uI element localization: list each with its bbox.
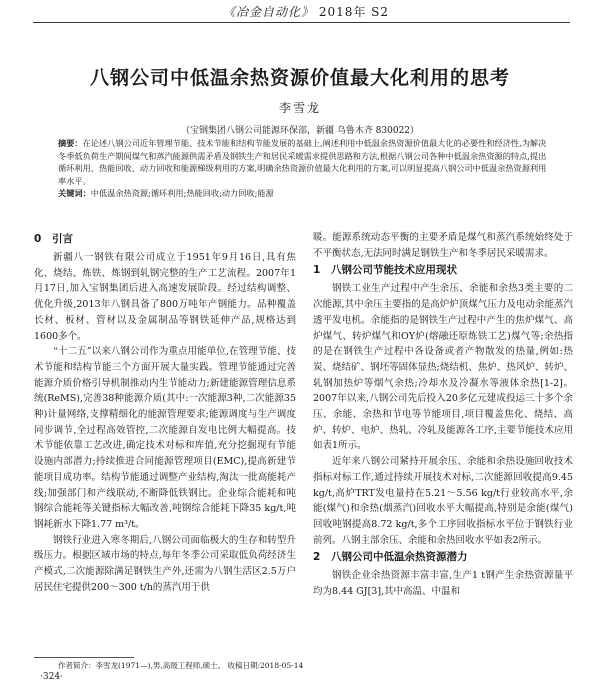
- paragraph: 新疆八一钢铁有限公司成立于1951年9月16日,具有焦化、烧结、炼铁、炼钢到轧钢完整的生产工艺流程。2007年1月17日,加入宝钢集团后进入高速发展阶段。经过结构调整、优化升级,2013年八钢具备了800万吨年产钢能力。品种覆盖长材、板材、管材以及金属制品等钢铁延伸产品,规格达到1600多个。: [34, 252, 296, 342]
- section-title: 八钢公司节能技术应用现状: [331, 264, 457, 277]
- right-column: [313, 230, 573, 600]
- paragraph: 近年来八钢公司紧持开展余压、余能和余热设施回收技术指标对标工作,通过持续开展技术对标,二次能源回收提高9.45 kg/t,高炉TRT发电量持在5.21～5.56 kg/t行业较高水平,余能(煤气)和余热(烟蒸汽)回收水平大幅提高,特别是余能(煤气)回收吨钢提高8.72 kg/t,多个工序回收指标水平位于钢铁行业前列。八钢主部余压、余能和余热回收水平如表2所示。: [313, 456, 573, 546]
- journal-name: 《冶金自动化》: [222, 5, 314, 19]
- keywords-label: 关键词：: [58, 188, 91, 199]
- section-title: 引言: [52, 233, 73, 245]
- section-heading-0: [34, 231, 296, 248]
- page-number: ·324·: [40, 672, 63, 682]
- left-column: [34, 230, 296, 595]
- paragraph: “十二五”以来八钢公司作为重点用能单位,在管理节能、技术节能和结构节能三个方面开展大量实践。管理节能通过完善能源介质价格引导机制推动内生节能动力;新建能源管理信息系统(ReMS),完善38种能源介质(其中:一次能源3种,二次能源35种)计量网络,支撑精细化的能源管理要求;能源调度与生产调度同步调节,全过程高效管控,二次能源自发电比例大幅提高。技术节能依靠工艺改进,确定技术对标和库值,充分挖掘现有节能设施内部潜力;持续推进合同能源管理项目(EMC),提高新建节能项目成功率。结构节能通过调整产业结构,淘汰一批高能耗产线;加强部门和产线联动,不断降低铁钢比。企业综合能耗和吨钢综合能耗等关键指标大幅改善,吨钢综合能耗下降35 kg/t,吨钢耗新水下降1.77 m³/t。: [34, 346, 296, 530]
- keywords: [58, 187, 548, 200]
- footnote: 作者简介：李雪龙(1971—),男,高级工程师,硕士。 收稿日期:2018-05-14: [58, 661, 304, 670]
- footnote-rule: [34, 657, 134, 658]
- author: 李雪龙: [278, 101, 321, 115]
- journal-issue: 2018年 S2: [318, 5, 390, 19]
- paper-title: 八钢公司中低温余热资源价值最大化利用的思考: [89, 67, 510, 89]
- affiliation: （宝钢集团八钢公司能源环保部，新疆 乌鲁木齐 830022）: [180, 126, 420, 136]
- abstract-text: 在论述八钢公司近年管理节能、技术节能和结构节能发展的基础上,阐述利用中低温余热资源价值最大化的必要性和经济性,为解决冬季低负荷生产期间煤气和蒸汽能源供需矛盾及钢铁生产和居民采暖需求提供思路和方法,根据八钢公司各种中低温余热资源的特点,提出循环利用、热能回收、动力回收和能源梯级利用的方案,明确余热资源价值最大化利用的方案,可以明显提高八钢公司中低温余热资源利用率水平。: [58, 138, 547, 186]
- section-number: 0: [34, 233, 42, 245]
- abstract-block: [58, 137, 548, 200]
- abstract-label: 摘要：: [58, 138, 83, 148]
- section-number: 1: [313, 264, 321, 277]
- section-number: 2: [313, 551, 321, 564]
- section-title: 八钢公司中低温余热资源潜力: [331, 551, 468, 564]
- keywords-text: 中低温余热资源;循环利用;热能回收;动力回收;能源: [90, 188, 274, 199]
- header-rule: [33, 22, 570, 23]
- section-heading-2: [313, 549, 573, 566]
- running-header: [186, 3, 426, 20]
- paragraph: 钢铁工业生产过程中产生余压、余能和余热3类主要的二次能源,其中余压主要指的是高炉炉顶煤气压力及电动余能蒸汽透平发电机。余能指的是钢铁生产过程中产生的焦炉煤气、高炉煤气、转炉煤气和OY炉(熔融还原炼铁工艺)煤气等;余热指的是在钢铁生产过程中各设备或者产物散发的热量,例如:热炭、烧结矿、钢坯等固体显热;烧结机、焦炉、热风炉、转炉、轧钢加热炉等烟气余热;冷却水及冷凝水等液体余热[1-2]。2007年以来,八钢公司先后投入20多亿元建成投运三十多个余压、余能、余热和节电等节能项目,项目覆盖焦化、烧结、高炉、转炉、电炉、热轧、冷轧及能源各工序,主要节能技术应用如表1所示。: [313, 283, 573, 452]
- section-heading-1: [313, 262, 573, 279]
- abstract: [58, 137, 548, 187]
- paragraph: 钢铁行业进入寒冬期后,八钢公司面临极大的生存和转型升级压力。根据区域市场的特点,每年冬季公司采取低负荷经济生产模式,二次能源除满足钢铁生产外,还需为八钢生活区2.5万户居民住宅提供200～300 t/h的蒸汽用于供: [34, 534, 296, 593]
- paragraph: 钢铁企业余热资源丰富丰富,生产1 t钢产生余热资源量平均为8.44 GJ[3],其中高温、中温和: [313, 570, 573, 598]
- paragraph-continued: 暖。能源系统动态平衡的主要矛盾是煤气和蒸汽系统始终处于不平衡状态,无法同时满足钢铁生产和冬季居民采暖需求。: [313, 232, 573, 259]
